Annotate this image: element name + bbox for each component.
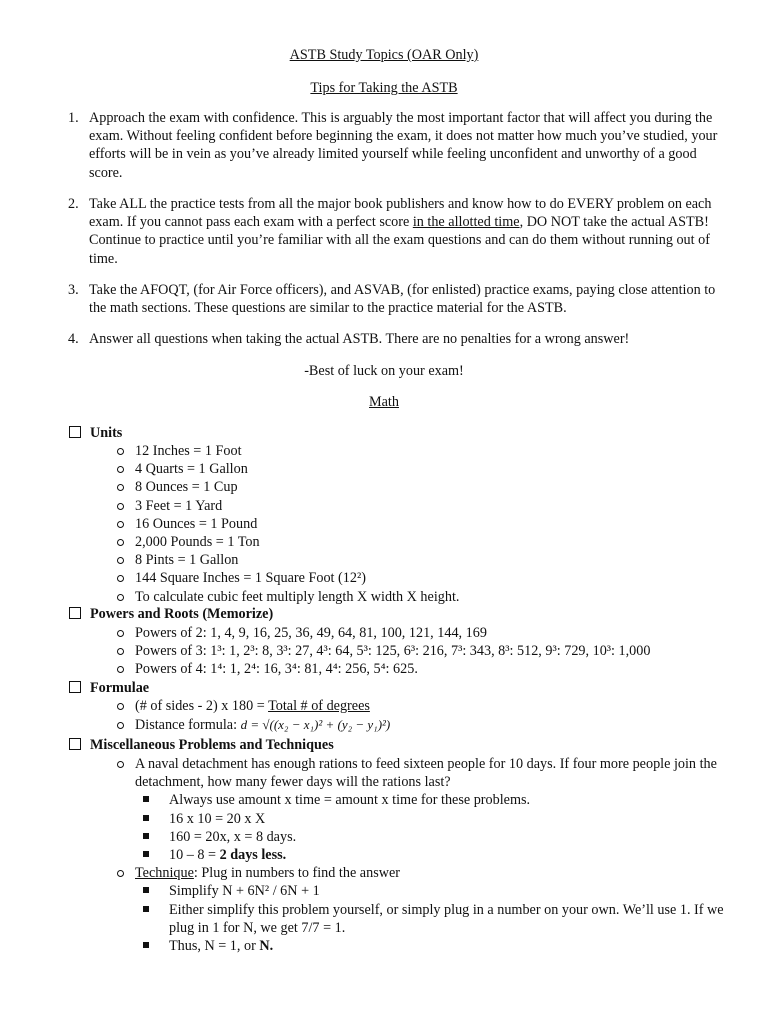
technique-text: Technique: Plug in numbers to find the answer (135, 865, 400, 882)
tip-item (68, 109, 728, 182)
step-item: Always use amount x time = amount x time for these problems. (143, 791, 737, 809)
technique-steps (135, 882, 737, 955)
step-item: Simplify N + 6N² / 6N + 1 (143, 882, 737, 900)
list-item: Distance formula: d = √((x₂ − x₁)² + (y₂ − y₁)²) (117, 716, 737, 734)
list-item: 3 Feet = 1 Yard (117, 497, 737, 515)
powers-list (117, 624, 737, 679)
tip-text: Take ALL the practice tests from all the major book publishers and know how to do EVERY problem on each exam. If you cannot pass each exam with a perfect score in the allotted time, DO NOT take the actual ASTB! Continue to practice until you’re familiar with all the exam questions and can do them without running out of time. (89, 196, 712, 267)
tip-text: Take the AFOQT, (for Air Force officers), and ASVAB, (for enlisted) practice exams, paying close attention to the math sections. These questions are similar to the practice material for the ASTB. (89, 282, 716, 317)
step-item: Thus, N = 1, or N. (143, 937, 737, 955)
step-item: 16 x 10 = 20 x X (143, 810, 737, 828)
list-item: (# of sides - 2) x 180 = Total # of degrees (117, 697, 737, 715)
units-list (117, 442, 737, 606)
list-item: Powers of 2: 1, 4, 9, 16, 25, 36, 49, 64, 81, 100, 121, 144, 169 (117, 624, 737, 642)
step-item: Either simplify this problem yourself, or simply plug in a number on your own. We’ll use 1. If we plug in 1 for N, we get 7/7 = 1. (143, 901, 737, 937)
section-powers: Powers and Roots (Memorize) (69, 605, 729, 623)
tip-number: 2. (68, 196, 79, 212)
list-item: 144 Square Inches = 1 Square Foot (12²) (117, 569, 737, 587)
list-item: Powers of 4: 1⁴: 1, 2⁴: 16, 3⁴: 81, 4⁴: 256, 5⁴: 625. (117, 660, 737, 678)
list-item: 8 Pints = 1 Gallon (117, 551, 737, 569)
list-item: 2,000 Pounds = 1 Ton (117, 533, 737, 551)
section-misc: Miscellaneous Problems and Techniques (69, 736, 729, 754)
formulae-list (117, 697, 737, 734)
problem-steps (135, 791, 737, 864)
step-item: 10 – 8 = 2 days less. (143, 846, 737, 864)
list-item: 12 Inches = 1 Foot (117, 442, 737, 460)
list-item (117, 755, 737, 864)
checkbox-icon (69, 738, 81, 750)
list-item: 16 Ounces = 1 Pound (117, 515, 737, 533)
checkbox-icon (69, 426, 81, 438)
tip-text: Answer all questions when taking the actual ASTB. There are no penalties for a wrong answer! (89, 331, 630, 347)
tip-item (68, 330, 728, 348)
checkbox-icon (69, 681, 81, 693)
tips-heading: Tips for Taking the ASTB (310, 80, 458, 96)
list-item: Powers of 3: 1³: 1, 2³: 8, 3³: 27, 4³: 64, 5³: 125, 6³: 216, 7³: 343, 8³: 512, 9³: 729, 10³: 1,000 (117, 642, 737, 660)
math-heading: Math (369, 394, 399, 410)
section-units: Units (69, 424, 729, 442)
distance-formula: d = √((x₂ − x₁)² + (y₂ − y₁)²) (240, 717, 391, 733)
misc-list (117, 755, 737, 955)
checkbox-icon (69, 607, 81, 619)
list-item: 8 Ounces = 1 Cup (117, 478, 737, 496)
list-item: 4 Quarts = 1 Gallon (117, 460, 737, 478)
step-item: 160 = 20x, x = 8 days. (143, 828, 737, 846)
list-item (117, 864, 737, 955)
tip-number: 1. (68, 110, 79, 126)
problem-text: A naval detachment has enough rations to feed sixteen people for 10 days. If four more people join the detachment, how many fewer days will the rations last? (135, 756, 717, 791)
signoff: -Best of luck on your exam! (304, 363, 464, 379)
tip-item (68, 281, 728, 317)
tip-number: 3. (68, 282, 79, 298)
list-item: To calculate cubic feet multiply length X width X height. (117, 588, 737, 606)
section-formulae: Formulae (69, 679, 729, 697)
tip-number: 4. (68, 331, 79, 347)
tip-item (68, 195, 728, 268)
document-title: ASTB Study Topics (OAR Only) (289, 47, 479, 63)
tip-text: Approach the exam with confidence. This is arguably the most important factor that will affect you during the exam. Without feeling confident before beginning the exam, it does not matter how much you’ve studied, your efforts will be in vein as you’ve already limited yourself while feeling unconfident and unworthy of a good score. (89, 110, 718, 181)
